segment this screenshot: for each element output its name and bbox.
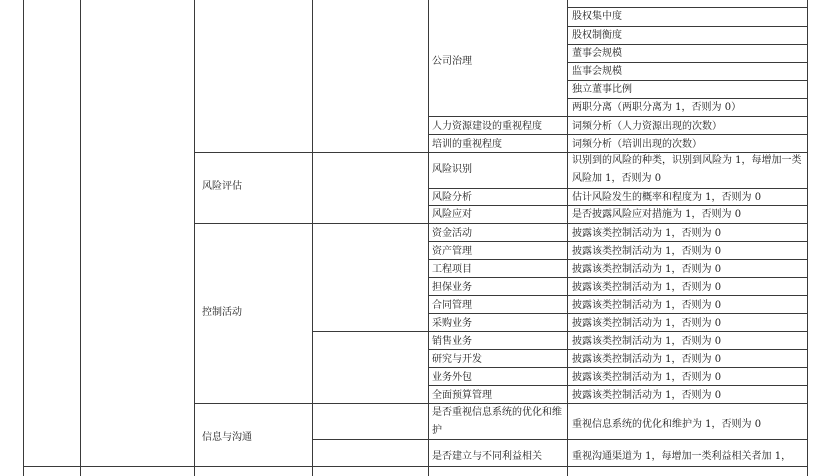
indicator-cell: 监事会规模 — [572, 66, 622, 77]
column-divider-1 — [80, 0, 81, 476]
group-info-communication: 信息与沟通 — [202, 432, 252, 443]
row-divider — [428, 134, 807, 135]
row-divider — [567, 62, 807, 63]
row-divider — [312, 331, 807, 332]
item-cell: 风险分析 — [432, 192, 472, 203]
row-divider — [428, 259, 807, 260]
row-divider — [428, 241, 807, 242]
indicator-cell: 董事会规模 — [572, 48, 622, 59]
measure-cell: 重视信息系统的优化和维护为 1，否则为 0 — [572, 419, 762, 430]
measure-cell: 披露该类控制活动为 1，否则为 0 — [572, 246, 722, 257]
item-cell: 工程项目 — [432, 264, 472, 275]
column-divider-2 — [194, 0, 195, 476]
item-cell: 业务外包 — [432, 372, 472, 383]
indicator-cell: 独立董事比例 — [572, 84, 632, 95]
row-divider — [567, 80, 807, 81]
item-cell: 资金活动 — [432, 228, 472, 239]
column-divider-4 — [428, 0, 429, 476]
item-cell: 销售业务 — [432, 336, 472, 347]
measure-cell: 披露该类控制活动为 1，否则为 0 — [572, 372, 722, 383]
item-cell: 是否重视信息系统的优化和维护 — [432, 407, 562, 436]
row-divider — [428, 205, 807, 206]
measure-cell: 披露该类控制活动为 1，否则为 0 — [572, 354, 722, 365]
item-cell: 研究与开发 — [432, 354, 482, 365]
item-cell: 人力资源建设的重视程度 — [432, 121, 542, 132]
indicator-cell: 股权集中度 — [572, 11, 622, 22]
item-cell: 担保业务 — [432, 282, 472, 293]
measure-cell: 估计风险发生的概率和程度为 1，否则为 0 — [572, 192, 762, 203]
row-divider — [428, 313, 807, 314]
measure-cell: 词频分析（培训出现的次数） — [572, 139, 702, 150]
row-divider — [23, 466, 807, 467]
item-cell: 培训的重视程度 — [432, 139, 502, 150]
measure-cell: 重视沟通渠道为 1，每增加一类利益相关者加 1， — [572, 451, 792, 462]
table-left-border — [23, 0, 24, 476]
group-control-activities: 控制活动 — [202, 307, 242, 318]
row-divider — [428, 116, 807, 117]
group-corporate-governance: 公司治理 — [432, 56, 472, 67]
row-divider — [428, 188, 807, 189]
measure-cell: 披露该类控制活动为 1，否则为 0 — [572, 228, 722, 239]
measure-cell: 披露该类控制活动为 1，否则为 0 — [572, 318, 722, 329]
row-divider — [567, 44, 807, 45]
row-divider — [428, 295, 807, 296]
row-divider — [567, 7, 807, 8]
item-cell: 风险应对 — [432, 209, 472, 220]
row-divider — [428, 385, 807, 386]
measure-cell: 披露该类控制活动为 1，否则为 0 — [572, 264, 722, 275]
table-right-border — [807, 0, 808, 476]
item-cell: 风险识别 — [432, 164, 472, 175]
row-divider — [428, 277, 807, 278]
indicator-cell: 两职分离（两职分离为 1，否则为 0） — [572, 102, 742, 113]
item-cell: 全面预算管理 — [432, 390, 492, 401]
row-divider — [428, 367, 807, 368]
column-divider-3 — [312, 0, 313, 476]
measure-cell: 披露该类控制活动为 1，否则为 0 — [572, 300, 722, 311]
item-cell: 资产管理 — [432, 246, 472, 257]
row-divider — [194, 223, 807, 224]
row-divider — [428, 349, 807, 350]
item-cell: 合同管理 — [432, 300, 472, 311]
measure-cell: 识别到的风险的种类，识别到风险为 1，每增加一类风险加 1，否则为 0 — [572, 155, 802, 184]
column-divider-5 — [567, 0, 568, 476]
measure-cell: 是否披露风险应对措施为 1，否则为 0 — [572, 209, 742, 220]
indicator-cell: 股权制衡度 — [572, 30, 622, 41]
row-divider — [567, 98, 807, 99]
measure-cell: 披露该类控制活动为 1，否则为 0 — [572, 282, 722, 293]
group-risk-assessment: 风险评估 — [202, 181, 242, 192]
measure-cell: 披露该类控制活动为 1，否则为 0 — [572, 336, 722, 347]
item-cell: 采购业务 — [432, 318, 472, 329]
measure-cell: 披露该类控制活动为 1，否则为 0 — [572, 390, 722, 401]
row-divider — [567, 26, 807, 27]
measure-cell: 词频分析（人力资源出现的次数） — [572, 121, 722, 132]
item-cell: 是否建立与不同利益相关 — [432, 451, 542, 462]
